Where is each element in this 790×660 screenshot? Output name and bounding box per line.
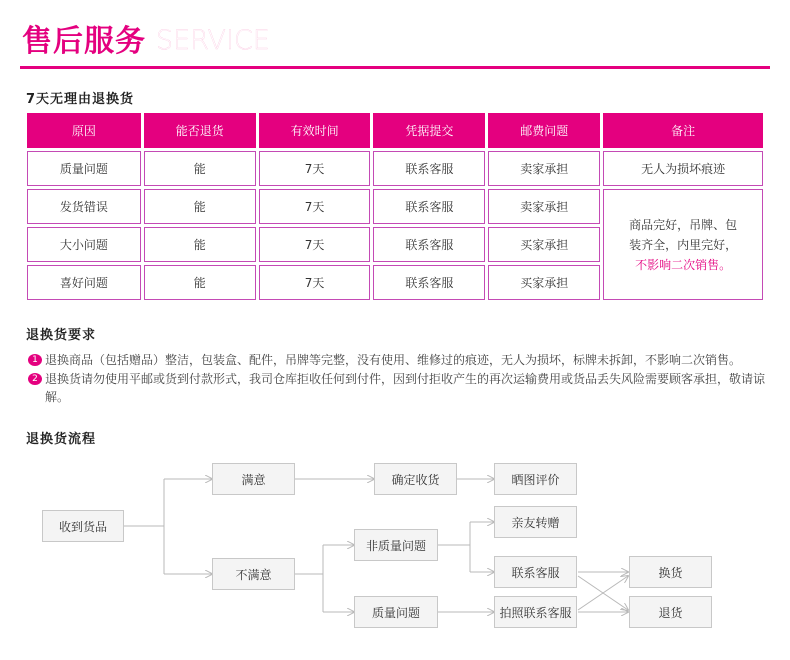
table-cell: 7天 (259, 151, 371, 186)
table-cell: 能 (144, 151, 256, 186)
section-title-requirements: 退换货要求 (26, 328, 97, 343)
number-badge: 1 (28, 354, 42, 366)
flow-node-non-quality: 非质量问题 (354, 529, 438, 561)
note-highlight: 不影响二次销售。 (635, 257, 732, 272)
flow-node-photo-contact: 拍照联系客服 (494, 596, 577, 628)
page-title-en: SERVICE (156, 25, 270, 56)
table-header: 备注 (603, 113, 763, 148)
number-badge: 2 (28, 373, 42, 385)
table-cell: 买家承担 (488, 227, 600, 262)
page-title: 售后服务 (22, 24, 146, 59)
table-cell: 联系客服 (373, 189, 485, 224)
flow-node-gift: 亲友转赠 (494, 506, 577, 538)
table-cell: 联系客服 (373, 151, 485, 186)
table-header: 邮费问题 (488, 113, 600, 148)
flow-node-exchange: 换货 (629, 556, 712, 588)
flow-node-quality: 质量问题 (354, 596, 438, 628)
section-title-process: 退换货流程 (26, 432, 97, 447)
requirement-text: 退换货请勿使用平邮或货到付款形式，我司仓库拒收任何到付件，因到付拒收产生的再次运输费用或货品丢失风险需要顾客承担，敬请谅解。 (45, 372, 766, 404)
table-cell: 能 (144, 265, 256, 300)
table-header: 原因 (27, 113, 141, 148)
table-header: 凭据提交 (373, 113, 485, 148)
table-cell: 联系客服 (373, 227, 485, 262)
table-cell: 7天 (259, 189, 371, 224)
note-text: 商品完好，吊牌、包装齐全，内里完好， (629, 217, 738, 252)
flow-node-receive: 收到货品 (42, 510, 124, 542)
table-cell: 能 (144, 227, 256, 262)
flow-node-review: 晒图评价 (494, 463, 577, 495)
table-cell: 大小问题 (27, 227, 141, 262)
table-cell: 联系客服 (373, 265, 485, 300)
flow-node-confirm: 确定收货 (374, 463, 457, 495)
flow-node-unsatisfied: 不满意 (212, 558, 295, 590)
flow-node-contact: 联系客服 (494, 556, 577, 588)
table-header: 能否退货 (144, 113, 256, 148)
table-cell: 7天 (259, 265, 371, 300)
table-cell: 发货错误 (27, 189, 141, 224)
table-cell: 买家承担 (488, 265, 600, 300)
flow-node-refund: 退货 (629, 596, 712, 628)
table-cell: 卖家承担 (488, 189, 600, 224)
table-cell: 7天 (259, 227, 371, 262)
table-header: 有效时间 (259, 113, 371, 148)
table-cell: 卖家承担 (488, 151, 600, 186)
section-title-return-policy: 7天无理由退换货 (26, 92, 135, 107)
table-cell-note: 无人为损坏痕迹 (603, 151, 763, 186)
table-cell: 质量问题 (27, 151, 141, 186)
table-cell: 喜好问题 (27, 265, 141, 300)
requirement-text: 退换商品（包括赠品）整洁，包装盒、配件，吊牌等完整，没有使用、维修过的痕迹，无人为损坏，标牌未拆卸，不影响二次销售。 (45, 353, 742, 367)
table-cell: 能 (144, 189, 256, 224)
flow-node-satisfied: 满意 (212, 463, 295, 495)
